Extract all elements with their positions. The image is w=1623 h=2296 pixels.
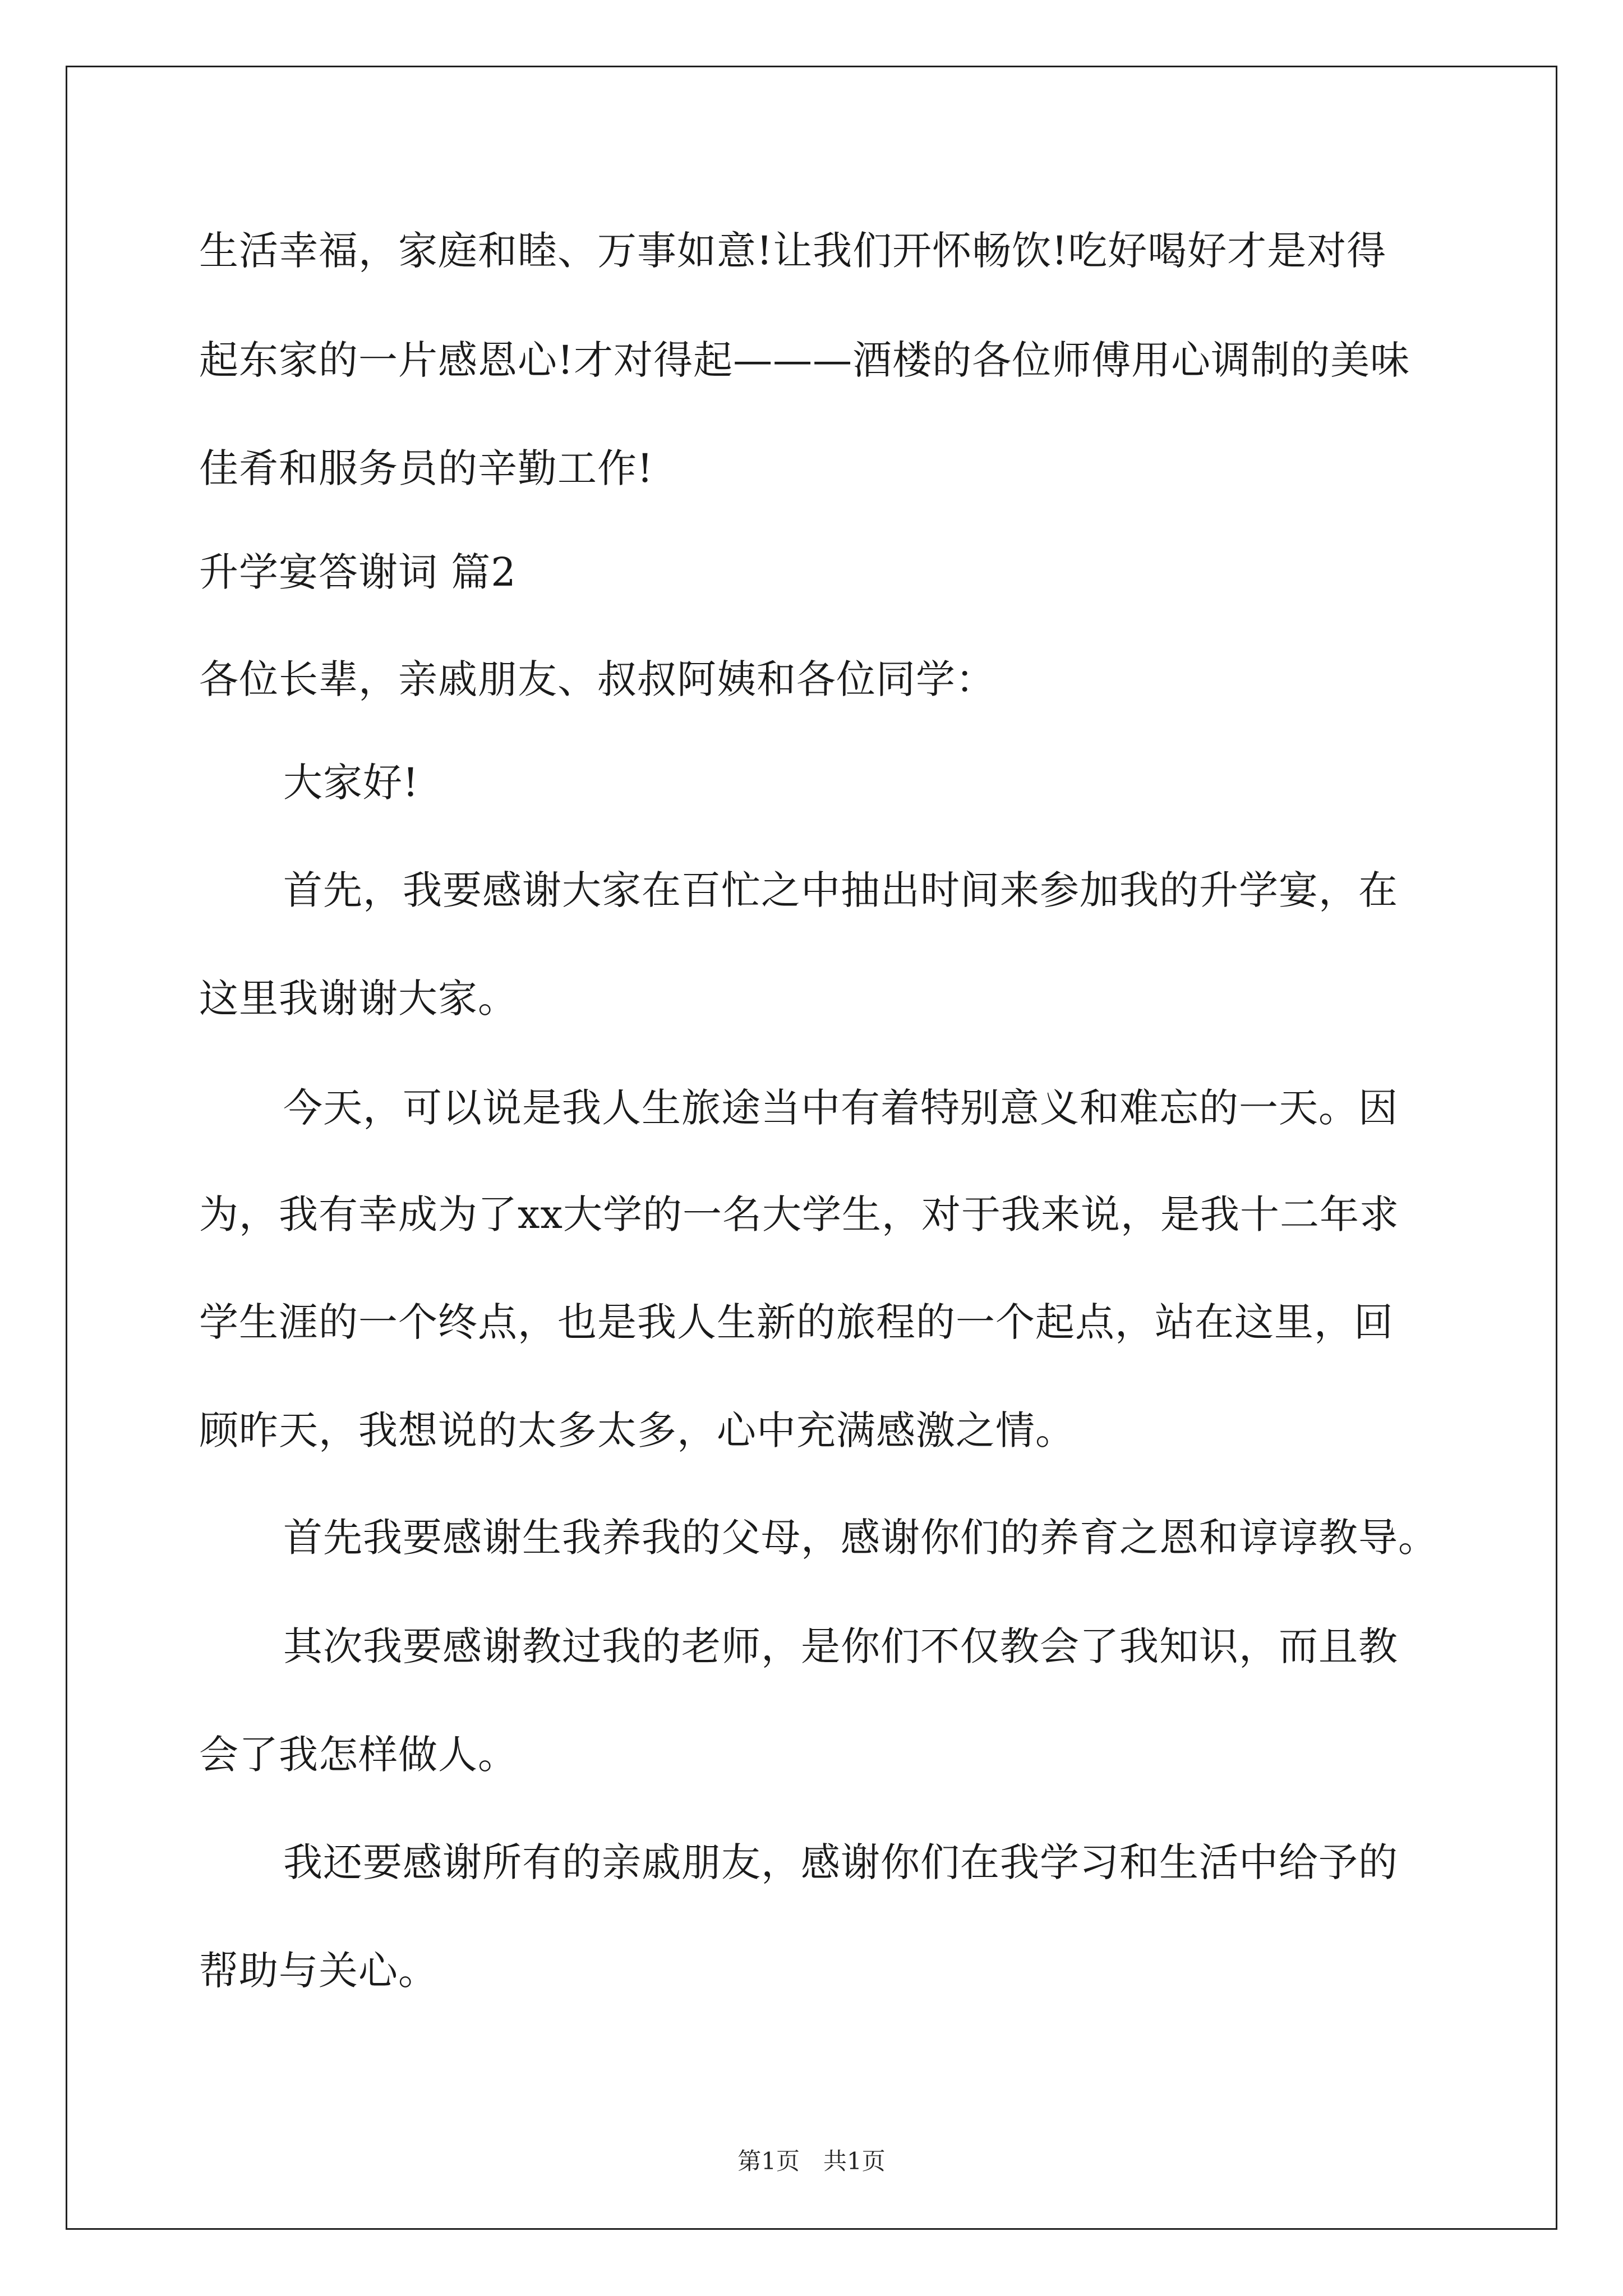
text-line: 首先我要感谢生我养我的父母，感谢你们的养育之恩和谆谆教导。: [283, 1515, 1438, 1561]
text-line: 帮助与关心。: [199, 1948, 438, 1994]
page-footer: 第1页 共1页: [737, 2147, 886, 2175]
text-line: 今天，可以说是我人生旅途当中有着特别意义和难忘的一天。因: [283, 1085, 1398, 1131]
text-line: 其次我要感谢教过我的老师，是你们不仅教会了我知识，而且教: [283, 1623, 1398, 1669]
text-line: 顾昨天，我想说的太多太多，心中充满感激之情。: [199, 1407, 1075, 1453]
section-heading: 升学宴答谢词 篇2: [199, 549, 517, 595]
text-line: 这里我谢谢大家。: [199, 976, 518, 1022]
text-line: 起东家的一片感恩心!才对得起———酒楼的各位师傅用心调制的美味: [199, 337, 1410, 383]
text-line: 生活幸福，家庭和睦、万事如意!让我们开怀畅饮!吃好喝好才是对得: [199, 228, 1387, 274]
salutation: 各位长辈，亲戚朋友、叔叔阿姨和各位同学：: [199, 656, 995, 702]
text-line: 会了我怎样做人。: [199, 1732, 518, 1778]
text-line: 我还要感谢所有的亲戚朋友，感谢你们在我学习和生活中给予的: [283, 1839, 1398, 1885]
text-line: 为，我有幸成为了xx大学的一名大学生，对于我来说，是我十二年求: [199, 1191, 1399, 1237]
text-line: 佳肴和服务员的辛勤工作!: [199, 445, 654, 491]
text-line: 首先，我要感谢大家在百忙之中抽出时间来参加我的升学宴，在: [283, 867, 1398, 913]
page-border: [66, 66, 1557, 2230]
greeting: 大家好!: [283, 760, 419, 806]
text-line: 学生涯的一个终点，也是我人生新的旅程的一个起点，站在这里，回: [199, 1299, 1394, 1345]
